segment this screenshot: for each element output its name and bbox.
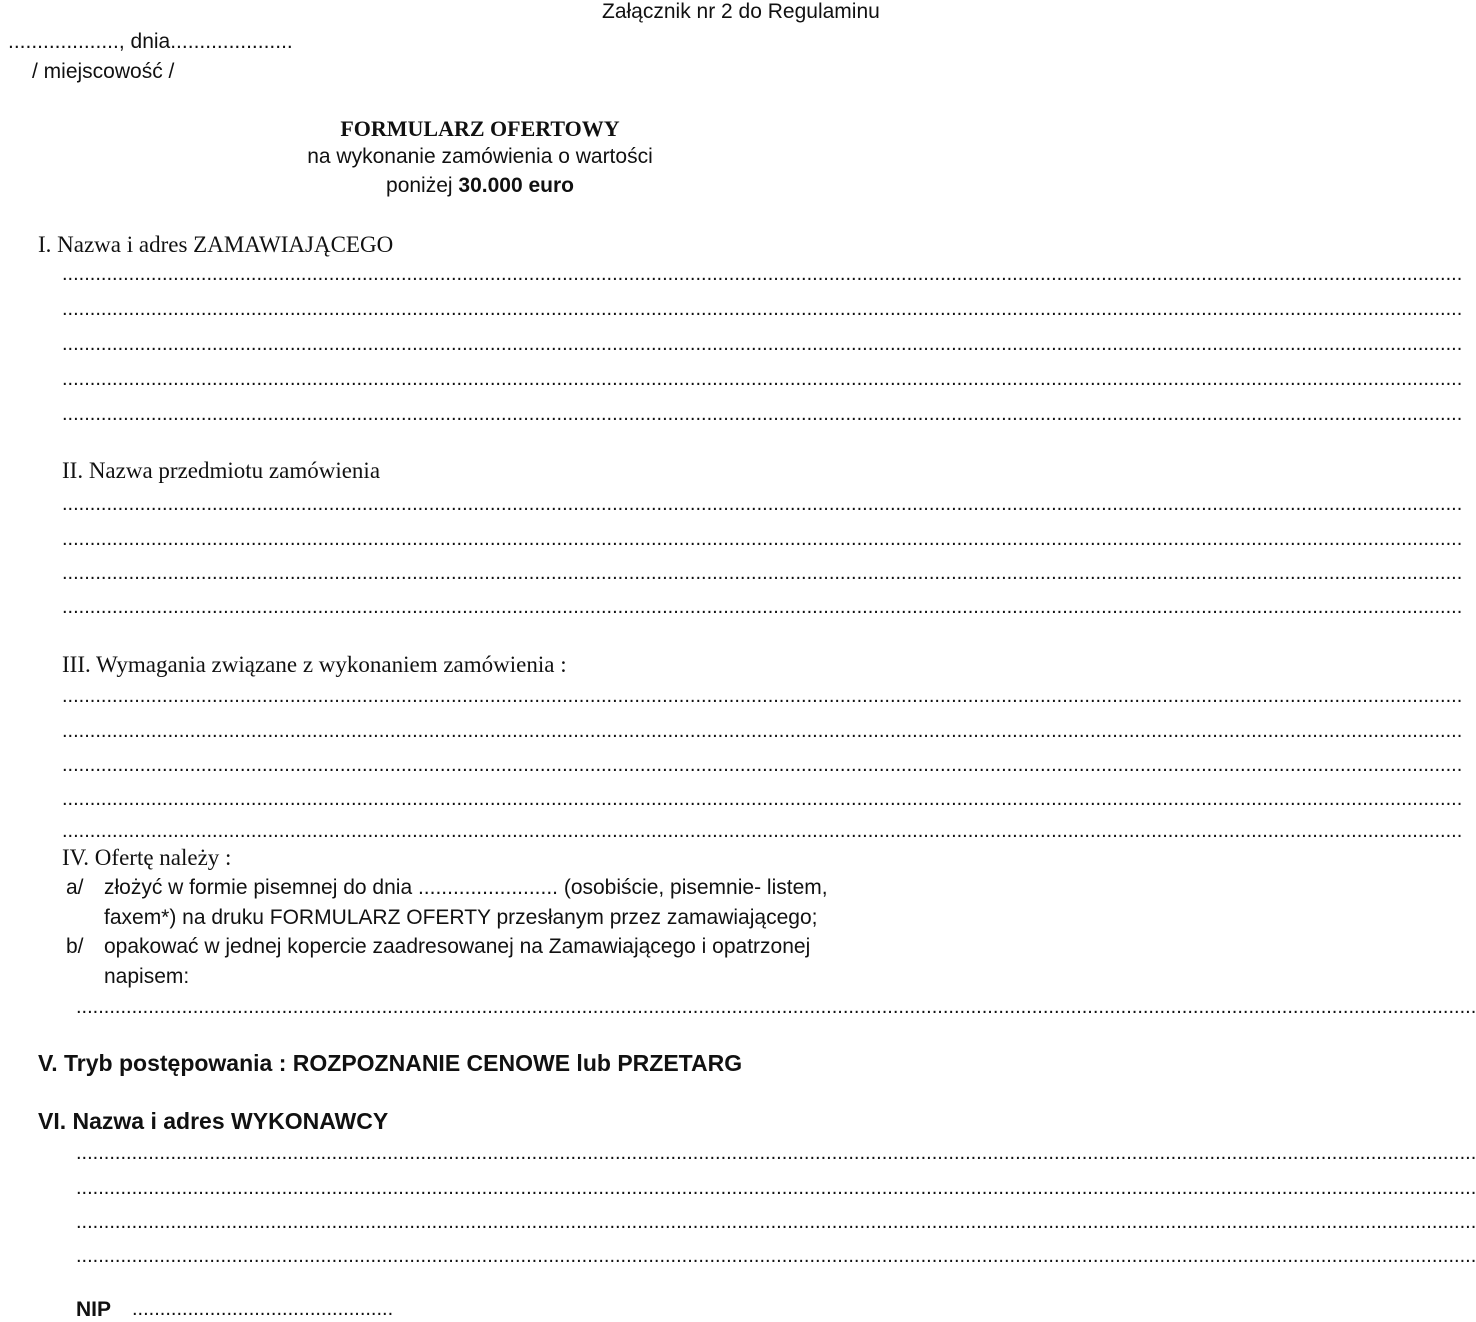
section-3-line[interactable]: ............................................................................................................................................................................................................................................................ — [62, 685, 1463, 707]
section-2-heading: II. Nazwa przedmiotu zamówienia — [62, 458, 381, 483]
form-subtitle: na wykonanie zamówienia o wartości — [307, 145, 653, 168]
section-4-point-a-line2: faxem*) na druku FORMULARZ OFERTY przesłanym przez zamawiającego; — [104, 906, 818, 929]
section-6-line[interactable]: ............................................................................................................................................................................................................................................................ — [76, 1142, 1476, 1164]
section-6-line[interactable]: ............................................................................................................................................................................................................................................................ — [76, 1211, 1476, 1233]
section-2-line[interactable]: ............................................................................................................................................................................................................................................................ — [62, 596, 1463, 618]
annex-label: Załącznik nr 2 do Regulaminu — [602, 0, 880, 23]
envelope-label-line[interactable]: ............................................................................................................................................................................................................................................................ — [76, 996, 1476, 1018]
section-1-line[interactable]: ............................................................................................................................................................................................................................................................ — [62, 298, 1463, 320]
section-3-line[interactable]: ............................................................................................................................................................................................................................................................ — [62, 788, 1463, 810]
place-date-field[interactable]: ..................., dnia..................... — [8, 30, 293, 53]
section-1-line[interactable]: ............................................................................................................................................................................................................................................................ — [62, 333, 1463, 355]
place-label: / miejscowość / — [32, 60, 175, 83]
section-1-line[interactable]: ............................................................................................................................................................................................................................................................ — [62, 368, 1463, 390]
form-value-threshold — [0, 174, 960, 198]
list-marker-a: a/ — [66, 876, 84, 899]
section-6-line[interactable]: ............................................................................................................................................................................................................................................................ — [76, 1177, 1476, 1199]
section-4-heading: IV. Ofertę należy : — [62, 845, 232, 870]
section-3-line[interactable]: ............................................................................................................................................................................................................................................................ — [62, 820, 1463, 842]
threshold-amount: 30.000 euro — [458, 174, 574, 197]
section-3-heading: III. Wymagania związane z wykonaniem zamówienia : — [62, 652, 567, 677]
section-2-line[interactable]: ............................................................................................................................................................................................................................................................ — [62, 528, 1463, 550]
threshold-prefix: poniżej — [386, 174, 459, 197]
section-1-line[interactable]: ............................................................................................................................................................................................................................................................ — [62, 263, 1463, 285]
form-title: FORMULARZ OFERTOWY — [340, 116, 620, 141]
section-5-heading: V. Tryb postępowania : ROZPOZNANIE CENOWE lub PRZETARG — [38, 1050, 743, 1076]
section-6-heading: VI. Nazwa i adres WYKONAWCY — [38, 1108, 389, 1134]
section-3-line[interactable]: ............................................................................................................................................................................................................................................................ — [62, 720, 1463, 742]
section-6-line[interactable]: ............................................................................................................................................................................................................................................................ — [76, 1245, 1476, 1267]
nip-field[interactable]: ............................................... — [132, 1298, 394, 1320]
section-3-line[interactable]: ............................................................................................................................................................................................................................................................ — [62, 754, 1463, 776]
section-4-point-b-line2: napisem: — [104, 965, 190, 988]
nip-label: NIP — [76, 1298, 112, 1321]
section-2-line[interactable]: ............................................................................................................................................................................................................................................................ — [62, 562, 1463, 584]
section-1-line[interactable]: ............................................................................................................................................................................................................................................................ — [62, 403, 1463, 425]
section-1-heading: I. Nazwa i adres ZAMAWIAJĄCEGO — [38, 232, 394, 257]
list-marker-b: b/ — [66, 935, 84, 958]
section-4-point-a-line1: złożyć w formie pisemnej do dnia ........................ (osobiście, pisemnie- listem, — [104, 876, 828, 899]
section-2-line[interactable]: ............................................................................................................................................................................................................................................................ — [62, 493, 1463, 515]
section-4-point-b-line1: opakować w jednej kopercie zaadresowanej na Zamawiającego i opatrzonej — [104, 935, 811, 958]
